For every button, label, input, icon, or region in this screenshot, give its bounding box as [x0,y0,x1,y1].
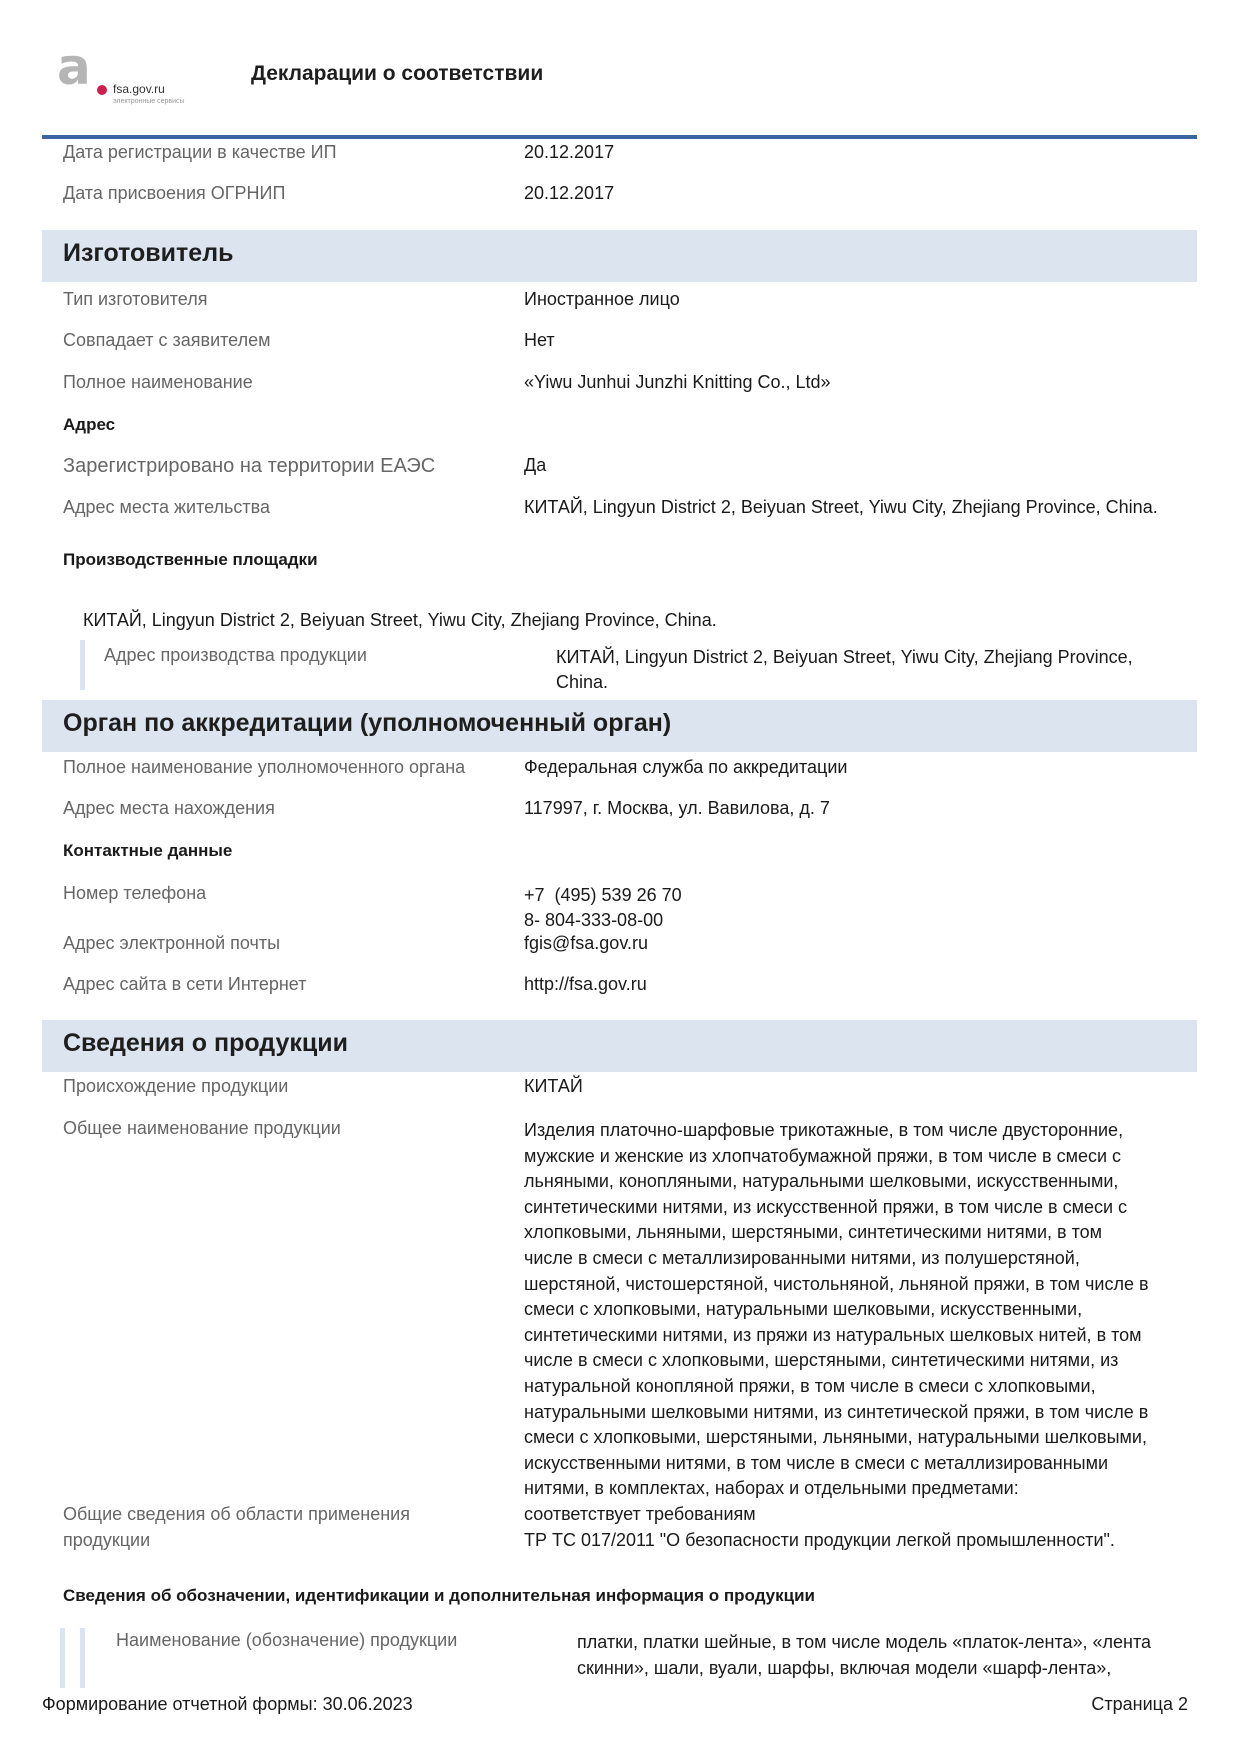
accreditation-address-value: 117997, г. Москва, ул. Вавилова, д. 7 [524,798,830,818]
designation-bar [60,1628,65,1688]
scope-value-line: ТР ТС 017/2011 "О безопасности продукции легкой промышленности". [524,1529,1115,1550]
manufacturer-name-label: Полное наименование [63,372,253,392]
product-description-line: синтетическими нитями, из пряжи из натуральных шелковых нитей, в том [524,1324,1142,1345]
production-site-title: КИТАЙ, Lingyun District 2, Beiyuan Street, Yiwu City, Zhejiang Province, China. [83,610,717,630]
email-value: fgis@fsa.gov.ru [524,933,648,953]
section-manufacturer [42,230,1197,282]
email-label: Адрес электронной почты [63,933,281,953]
ogrnip-date-value: 20.12.2017 [524,183,615,203]
product-description-line: натуральной конопляной пряжи, в том числе в смеси с хлопковыми, [524,1375,1096,1396]
production-sites-heading: Производственные площадки [63,550,318,569]
phone-label: Номер телефона [63,883,207,903]
contacts-heading: Контактные данные [63,841,233,860]
ip-registration-label: Дата регистрации в качестве ИП [63,142,337,162]
logo-subtitle: электронные сервисы [113,98,185,105]
product-description-line: числе в смеси с металлизированными нитями, из полушерстяной, [524,1247,1080,1268]
manufacturer-name-value: «Yiwu Junhui Junzhi Knitting Co., Ltd» [524,372,831,392]
manufacturer-type-value: Иностранное лицо [524,289,680,309]
section-product [42,1020,1197,1072]
product-description-line: льняными, конопляными, натуральными шелковыми, искусственными, [524,1171,1119,1192]
eaes-label: Зарегистрировано на территории ЕАЭС [63,455,436,477]
production-address-line: China. [556,672,609,692]
product-origin-value: КИТАЙ [524,1076,583,1096]
manufacturer-type-label: Тип изготовителя [63,289,208,309]
section-title: Изготовитель [63,239,234,267]
product-general-name-label: Общее наименование продукции [63,1118,341,1138]
product-description-line: натуральными шелковыми нитями, из синтетической пряжи, в том числе в [524,1401,1149,1422]
application-scope-value [524,1502,1115,1553]
logo-letter: a [57,38,91,96]
logo-site: fsa.gov.ru [113,82,165,96]
product-description-line: числе в смеси с хлопковыми, шерстяными, синтетическими нитями, из [524,1350,1119,1371]
phone-number: +7 (495) 539 26 70 [524,885,682,905]
product-description-line: мужские и женские из хлопчатобумажной пряжи, в том числе в смеси с [524,1145,1122,1166]
product-description-line: синтетическими нитями, из искусственной пряжи, в том числе в смеси с [524,1196,1128,1217]
website-value: http://fsa.gov.ru [524,974,647,994]
eaes-value: Да [524,455,547,475]
designation-line: скинни», шали, вуали, шарфы, включая модели «шарф-лента», [577,1657,1112,1678]
product-description-line: смеси с хлопковыми, шерстяными, льняными, натуральными шелковыми, [524,1427,1147,1448]
ip-registration-value: 20.12.2017 [524,142,615,162]
scope-label-line: продукции [63,1529,151,1550]
report-generation-date: Формирование отчетной формы: 30.06.2023 [42,1694,413,1714]
scope-label-line: Общие сведения об области применения [63,1504,410,1524]
address-heading: Адрес [63,415,116,434]
production-site-bar [80,640,85,690]
ogrnip-date-label: Дата присвоения ОГРНИП [63,183,286,203]
header-rule [42,135,1197,139]
product-description-line: Изделия платочно-шарфовые трикотажные, в том числе двусторонние, [524,1120,1124,1140]
accreditation-name-value: Федеральная служба по аккредитации [524,757,848,777]
production-address-line: КИТАЙ, Lingyun District 2, Beiyuan Street, Yiwu City, Zhejiang Province, [556,647,1133,667]
product-description-line: нитями, в комплектах, наборах и отдельными предметами: [524,1478,1019,1499]
product-description-line: искусственными нитями, в том числе в смеси с металлизированными [524,1452,1109,1473]
scope-value-line: соответствует требованиям [524,1504,756,1524]
logo-red-dot [97,85,107,95]
document-title: Декларации о соответствии [251,62,544,85]
production-address-value [556,645,1133,695]
designation-label: Наименование (обозначение) продукции [116,1630,458,1650]
product-origin-label: Происхождение продукции [63,1076,289,1096]
residence-value: КИТАЙ, Lingyun District 2, Beiyuan Street, Yiwu City, Zhejiang Province, China. [524,497,1158,517]
product-description-line: хлопковыми, льняными, шерстяными, синтетическими нитями, в том [524,1222,1103,1243]
page-number: Страница 2 [1091,1694,1188,1714]
accreditation-address-label: Адрес места нахождения [63,798,275,818]
section-title: Сведения о продукции [63,1029,348,1057]
website-label: Адрес сайта в сети Интернет [63,974,307,994]
identification-heading: Сведения об обозначении, идентификации и дополнительная информация о продукции [63,1586,816,1605]
fsa-logo [55,38,215,112]
designation-value [577,1630,1151,1681]
designation-bar-inner [80,1628,85,1688]
designation-line: платки, платки шейные, в том числе модель «платок-лента», «лента [577,1632,1152,1652]
same-as-applicant-value: Нет [524,330,555,350]
product-description-line: шерстяной, чистошерстяной, чистольняной, льняной пряжи, в том числе в [524,1273,1149,1294]
section-title: Орган по аккредитации (уполномоченный орган) [63,709,672,737]
product-description-line: смеси с хлопковыми, натуральными шелковыми, искусственными, [524,1299,1083,1320]
residence-label: Адрес места жительства [63,497,271,517]
accreditation-name-label: Полное наименование уполномоченного органа [63,757,466,777]
application-scope-label [63,1502,410,1553]
production-address-label: Адрес производства продукции [104,645,367,665]
phone-number: 8- 804-333-08-00 [524,910,664,930]
product-general-name-value [524,1118,1204,1502]
section-accreditation [42,700,1197,752]
same-as-applicant-label: Совпадает с заявителем [63,330,271,350]
phone-value [524,883,682,933]
